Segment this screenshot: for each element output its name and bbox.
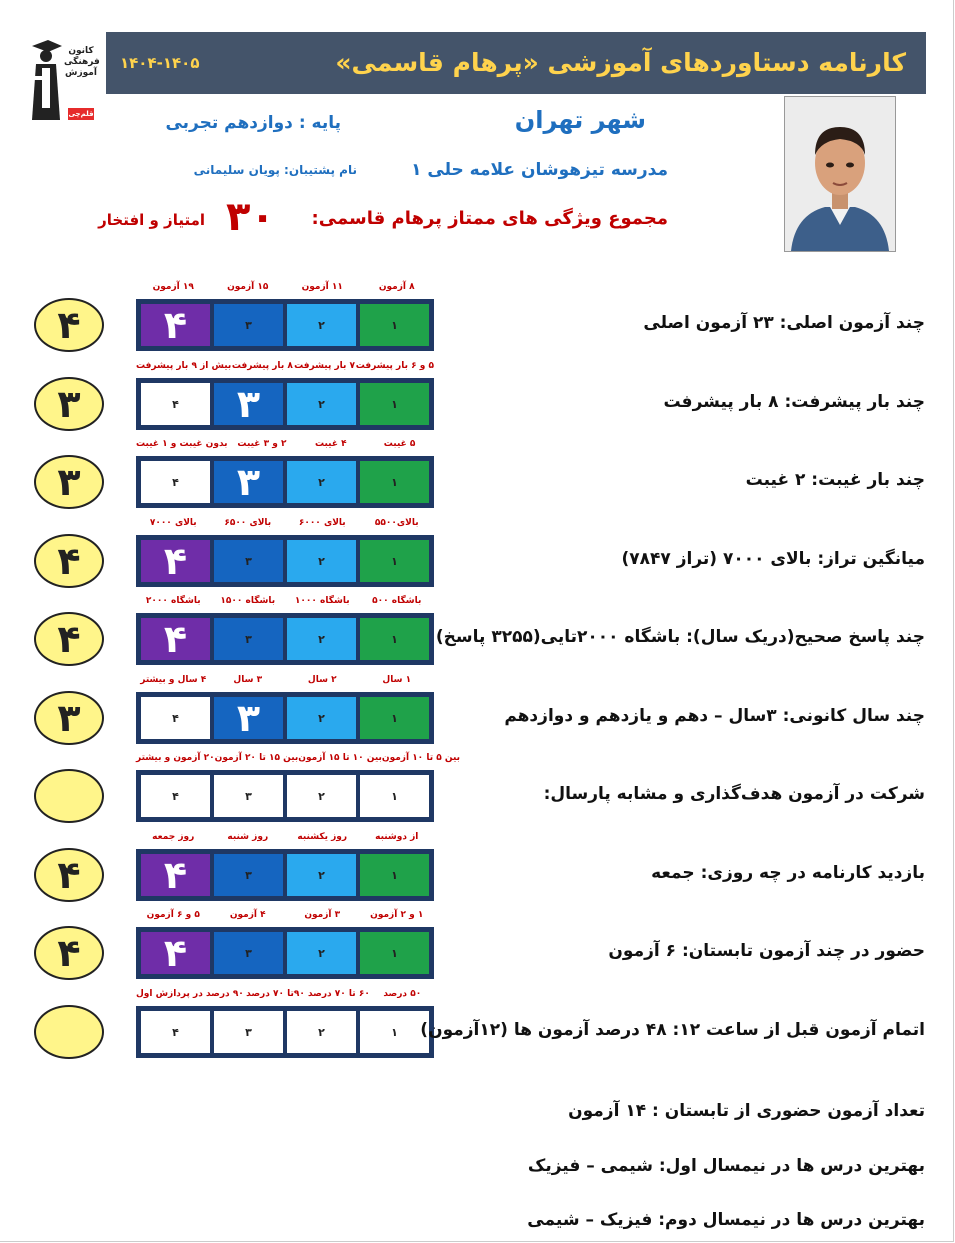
row-question: شرکت در آزمون هدف‌گذاری و مشابه پارسال:	[543, 784, 925, 804]
student-photo	[784, 96, 896, 252]
column-label: روز جمعه	[152, 832, 195, 842]
column-label: بالای۵۵۰۰	[374, 518, 419, 528]
level-cell-3: ۳	[214, 540, 283, 582]
level-cell-1: ۱	[360, 697, 429, 739]
column-label: باشگاه ۵۰۰	[372, 596, 422, 606]
level-cell-1: ۱	[360, 775, 429, 817]
level-cell-4: ۴	[141, 932, 210, 974]
level-cell-1: ۱	[360, 932, 429, 974]
level-scale	[136, 613, 434, 665]
column-label: ۷ بار پیشرفت	[294, 361, 356, 371]
level-cell-4: ۴	[141, 383, 210, 425]
column-label: بالای ۶۵۰۰	[224, 518, 272, 528]
level-cell-1: ۱	[360, 540, 429, 582]
column-label: ۱۱ آزمون	[301, 282, 343, 292]
row-column-labels	[136, 518, 434, 532]
column-label: ۲ سال	[307, 675, 337, 685]
student-portrait-icon	[785, 97, 895, 251]
level-cell-3: ۳	[214, 1011, 283, 1053]
row-column-labels	[136, 910, 434, 924]
total-unit: امتیاز و افتخار	[98, 211, 205, 229]
level-cell-3: ۳	[214, 775, 283, 817]
level-cell-2: ۲	[287, 383, 356, 425]
column-label: ۱۵ آزمون	[227, 282, 269, 292]
row-question: حضور در چند آزمون تابستان: ۶ آزمون	[608, 941, 925, 961]
city-label: شهر تهران	[514, 106, 646, 134]
level-scale	[136, 770, 434, 822]
level-cell-2: ۲	[287, 461, 356, 503]
column-label: بالای ۷۰۰۰	[149, 518, 197, 528]
extra-best-subjects-first: بهترین درس ها در نیمسال اول: شیمی – فیزیک	[527, 1156, 925, 1176]
level-cell-2: ۲	[287, 697, 356, 739]
column-label: ۸ آزمون	[378, 282, 415, 292]
level-cell-1: ۱	[360, 1011, 429, 1053]
level-cell-1: ۱	[360, 618, 429, 660]
level-cell-3: ۳	[214, 932, 283, 974]
column-label: از دوشنبه	[375, 832, 419, 842]
extra-summer-tests: تعداد آزمون حضوری از تابستان : ۱۴ آزمون	[568, 1101, 925, 1121]
row-column-labels	[136, 282, 434, 296]
level-cell-1: ۱	[360, 461, 429, 503]
column-label: باشگاه ۱۵۰۰	[220, 596, 276, 606]
level-scale	[136, 927, 434, 979]
column-label: ۶۰ تا ۷۰ درصد	[307, 989, 370, 999]
column-label: بدون غیبت و ۱ غیبت	[136, 439, 228, 449]
row-column-labels	[136, 596, 434, 610]
level-scale	[136, 299, 434, 351]
column-label: ۵ و ۶ آزمون	[146, 910, 200, 920]
column-label: ۲ و ۳ غیبت	[237, 439, 287, 449]
level-cell-4: ۴	[141, 1011, 210, 1053]
score-oval: ۳	[34, 691, 104, 745]
level-cell-2: ۲	[287, 932, 356, 974]
level-cell-2: ۲	[287, 540, 356, 582]
column-label: ۹۰تا ۷۰ درصد	[246, 989, 305, 999]
column-label: بین ۱۵ تا ۲۰ آزمون	[214, 753, 299, 763]
row-question: چند بار پیشرفت: ۸ بار پیشرفت	[663, 392, 925, 412]
grade-label: پایه : دوازدهم تجربی	[165, 113, 341, 133]
level-cell-4: ۴	[141, 775, 210, 817]
level-scale	[136, 1006, 434, 1058]
score-oval: ۳	[34, 377, 104, 431]
level-cell-3: ۳	[214, 383, 283, 425]
level-cell-3: ۳	[214, 697, 283, 739]
level-cell-3: ۳	[214, 854, 283, 896]
logo-tag: قلم‌چی	[68, 110, 94, 118]
column-label: ۴ آزمون	[229, 910, 266, 920]
level-cell-4: ۴	[141, 618, 210, 660]
level-cell-3: ۳	[214, 618, 283, 660]
column-label: ۱۹ آزمون	[152, 282, 194, 292]
logo-line-2: فرهنگی	[64, 57, 100, 67]
school-label: مدرسه تیزهوشان علامه حلی ۱	[411, 160, 668, 180]
score-oval: ۴	[34, 926, 104, 980]
level-scale	[136, 849, 434, 901]
level-scale	[136, 535, 434, 587]
column-label: ۹۰ درصد در پردازش اول	[136, 989, 244, 999]
logo-line-3: آموزش	[65, 68, 97, 78]
score-oval	[34, 769, 104, 823]
kanoon-logo	[30, 30, 98, 122]
extra-best-subjects-second: بهترین درس ها در نیمسال دوم: فیزیک – شیمی	[527, 1210, 925, 1230]
header-bar	[106, 32, 926, 94]
level-cell-4: ۴	[141, 697, 210, 739]
column-label: بالای ۶۰۰۰	[298, 518, 346, 528]
logo-line-1: کانون	[68, 46, 94, 56]
score-oval: ۴	[34, 298, 104, 352]
level-cell-4: ۴	[141, 540, 210, 582]
level-cell-1: ۱	[360, 383, 429, 425]
level-cell-4: ۴	[141, 461, 210, 503]
level-cell-2: ۲	[287, 1011, 356, 1053]
header-title: کارنامه دستاوردهای آموزشی «پرهام قاسمی»	[335, 48, 906, 77]
row-question: بازدید کارنامه در چه روزی: جمعه	[651, 863, 925, 883]
row-question: چند سال کانونی: ۳سال – دهم و یازدهم و دوازدهم	[504, 706, 925, 726]
level-scale	[136, 378, 434, 430]
column-label: روز شنبه	[227, 832, 269, 842]
supporter-label: نام پشتیبان: پویان سلیمانی	[193, 163, 357, 177]
level-cell-2: ۲	[287, 854, 356, 896]
column-label: باشگاه ۲۰۰۰	[145, 596, 201, 606]
column-label: ۵ غیبت	[383, 439, 416, 449]
row-column-labels	[136, 675, 434, 689]
level-cell-1: ۱	[360, 854, 429, 896]
level-cell-2: ۲	[287, 775, 356, 817]
score-oval: ۴	[34, 612, 104, 666]
column-label: ۳ آزمون	[304, 910, 341, 920]
column-label: ۵ و ۶ بار پیشرفت	[355, 361, 434, 371]
row-question: چند بار غیبت: ۲ غیبت	[745, 470, 925, 490]
level-cell-1: ۱	[360, 304, 429, 346]
column-label: ۴ غیبت	[314, 439, 347, 449]
score-oval: ۴	[34, 534, 104, 588]
header-years: ۱۴۰۴-۱۴۰۵	[120, 54, 200, 72]
score-oval: ۳	[34, 455, 104, 509]
row-question: میانگین تراز: بالای ۷۰۰۰ (تراز ۷۸۴۷)	[621, 549, 925, 569]
row-question: چند آزمون اصلی: ۲۳ آزمون اصلی	[643, 313, 925, 333]
column-label: بین ۱۰ تا ۱۵ آزمون	[298, 753, 382, 763]
logo-text	[64, 46, 98, 79]
level-scale	[136, 692, 434, 744]
level-cell-3: ۳	[214, 461, 283, 503]
total-label: مجموع ویژگی های ممتاز پرهام قاسمی:	[311, 208, 668, 229]
level-cell-4: ۴	[141, 304, 210, 346]
level-scale	[136, 456, 434, 508]
row-question: چند پاسخ صحیح(دریک سال): باشگاه ۲۰۰۰تایی(۳۲۵۵ پاسخ)	[435, 627, 925, 647]
column-label: بیش از ۹ بار پیشرفت	[136, 361, 232, 371]
column-label: ۱ و ۲ آزمون	[370, 910, 424, 920]
level-cell-2: ۲	[287, 618, 356, 660]
column-label: ۸ بار پیشرفت	[231, 361, 293, 371]
column-label: ۴ سال و بیشتر	[140, 675, 207, 685]
row-column-labels	[136, 439, 434, 453]
row-column-labels	[136, 832, 434, 846]
score-oval: ۴	[34, 848, 104, 902]
column-label: باشگاه ۱۰۰۰	[294, 596, 350, 606]
column-label: ۵۰ درصد	[383, 989, 422, 999]
level-cell-3: ۳	[214, 304, 283, 346]
row-column-labels	[136, 989, 434, 1003]
graduate-figure-icon	[30, 36, 64, 120]
column-label: ۲۰ آزمون و بیشتر	[136, 753, 215, 763]
column-label: بین ۵ تا ۱۰ آزمون	[381, 753, 461, 763]
row-question: اتمام آزمون قبل از ساعت ۱۲: ۴۸ درصد آزمون ها (۱۲آزمون)	[420, 1020, 925, 1040]
total-value: ۳۰	[226, 194, 275, 240]
column-label: ۱ سال	[382, 675, 412, 685]
column-label: ۳ سال	[233, 675, 263, 685]
level-cell-4: ۴	[141, 854, 210, 896]
score-oval	[34, 1005, 104, 1059]
level-cell-2: ۲	[287, 304, 356, 346]
column-label: روز یکشنبه	[297, 832, 348, 842]
row-column-labels	[136, 361, 434, 375]
row-column-labels	[136, 753, 461, 767]
